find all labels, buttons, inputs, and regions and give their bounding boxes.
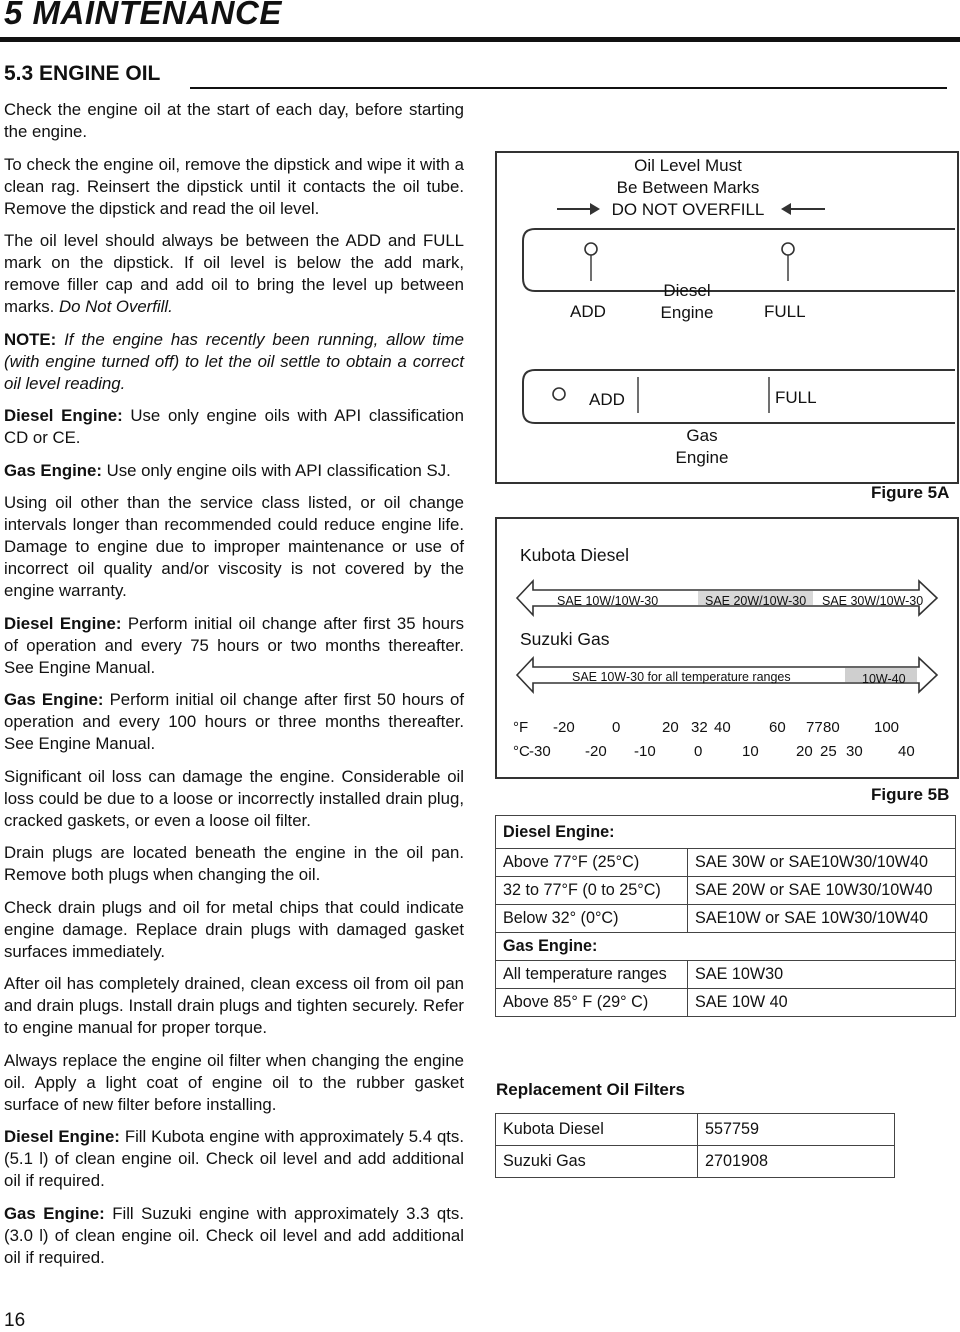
gas-add-label: ADD (589, 390, 625, 409)
c-tick: 20 (796, 743, 813, 760)
diesel-header-cell (496, 816, 956, 849)
diesel-add-label: ADD (570, 302, 606, 321)
paragraph: To check the engine oil, remove the dipstick and wipe it with a clean rag. Reinsert the dipstick until it contacts the oil tube. Remove the dipstick and read the oil level. (4, 154, 464, 218)
table-row (496, 877, 956, 905)
gas-full-label: FULL (775, 388, 817, 407)
warning-line-1: Oil Level Must (634, 156, 742, 175)
gas-label-line-1: Gas (686, 426, 718, 445)
paragraph-text: Fill Kubota engine with approximately 5.4 qts. (5.1 l) of clean engine oil. Check oil level and add additional oil if required. (4, 1127, 464, 1190)
paragraph-label: Gas Engine: (4, 690, 104, 709)
c-tick: 25 (820, 743, 837, 760)
paragraph (4, 405, 464, 449)
c-tick: -10 (634, 743, 656, 760)
table-row (496, 816, 956, 849)
table-cell: Below 32° (0°C) (496, 905, 688, 933)
paragraph-text: The oil level should always be between the ADD and FULL mark on the dipstick. If oil level is below the add mark, remove filler cap and add oil to bring the level up between marks. (4, 231, 464, 316)
table-cell: Above 77°F (25°C) (496, 849, 688, 877)
table-cell: Above 85° F (29° C) (496, 989, 688, 1017)
f-tick: 32 (691, 719, 708, 736)
chapter-rule (0, 37, 960, 42)
gas-label-line-2: Engine (675, 448, 729, 467)
paragraph: Drain plugs are located beneath the engine in the oil pan. Remove both plugs when changing the oil. (4, 843, 464, 884)
paragraph-label: Diesel Engine: (4, 613, 122, 633)
figure-5b-caption: Figure 5B (871, 785, 950, 804)
c-tick: -30 (529, 743, 551, 760)
chapter-title: 5 MAINTENANCE (4, 0, 282, 31)
paragraph (4, 230, 464, 318)
paragraph (4, 689, 464, 755)
f-tick: 60 (769, 719, 786, 736)
c-tick: 30 (846, 743, 863, 760)
filter-table (495, 1113, 895, 1178)
table-row (496, 961, 956, 989)
table-row (496, 1114, 895, 1146)
oil-recommendation-table (495, 815, 956, 1017)
c-tick: 0 (694, 743, 703, 760)
f-tick: 77 (806, 719, 823, 736)
paragraph: Check drain plugs and oil for metal chips that could indicate engine damage. Replace drain plugs with damaged gasket surfaces immediately. (4, 897, 464, 961)
f-tick: 80 (823, 719, 840, 736)
warning-line-3: DO NOT OVERFILL (611, 200, 765, 219)
table-cell: All temperature ranges (496, 961, 688, 989)
paragraph-label: Gas Engine: (4, 460, 102, 480)
table-cell: SAE10W or SAE 10W30/10W40 (688, 905, 956, 933)
table-cell: 32 to 77°F (0 to 25°C) (496, 877, 688, 905)
warning-text (588, 155, 788, 221)
diesel-engine-label (646, 280, 728, 324)
paragraph: After oil has completely drained, clean excess oil from oil pan and drain plugs. Install drain plugs and tighten securely. Refer to engine manual for proper torque. (4, 974, 464, 1037)
note (4, 329, 464, 395)
table-cell: SAE 10W30 (688, 961, 956, 989)
diesel-label-line-1: Diesel (663, 281, 711, 300)
kubota-range-1: SAE 10W/10W-30 (557, 594, 659, 608)
figure-5a-caption: Figure 5A (871, 483, 950, 502)
table-row (496, 1146, 895, 1178)
paragraph: Check the engine oil at the start of each day, before starting the engine. (4, 100, 464, 141)
c-tick: -20 (585, 743, 607, 760)
suzuki-range-2: 10W-40 (862, 672, 906, 686)
overfill-warning: Do Not Overfill. (59, 297, 173, 316)
gas-header: Gas Engine: (503, 937, 598, 955)
section-rule (190, 87, 947, 89)
paragraph-text: Perform initial oil change after first 50 hours of operation and every 100 hours or three months thereafter. See Engine Manual. (4, 690, 464, 753)
paragraph-text: Use only engine oils with API classification SJ. (106, 460, 451, 480)
suzuki-range-1: SAE 10W-30 for all temperature ranges (572, 670, 791, 684)
paragraph-label: Diesel Engine: (4, 1127, 120, 1146)
warning-line-2: Be Between Marks (616, 178, 760, 197)
gas-header-cell (496, 933, 956, 961)
note-text: If the engine has recently been running, allow time (with engine turned off) to let the oil settle to obtain a correct oil level reading. (4, 329, 464, 393)
paragraph (4, 460, 464, 482)
c-tick: 40 (898, 743, 915, 760)
body-text (4, 99, 464, 1279)
f-tick: 20 (662, 719, 679, 736)
gas-dipstick-outline (523, 370, 955, 423)
table-cell: Kubota Diesel (496, 1114, 698, 1146)
f-tick: 40 (714, 719, 731, 736)
table-cell: SAE 20W or SAE 10W30/10W40 (688, 877, 956, 905)
diesel-full-label: FULL (764, 302, 806, 321)
gas-engine-label (662, 425, 742, 469)
note-label: NOTE: (4, 329, 57, 349)
paragraph-label: Gas Engine: (4, 1203, 105, 1223)
kubota-label: Kubota Diesel (520, 545, 629, 565)
f-tick: -20 (553, 719, 575, 736)
f-tick: 100 (874, 719, 900, 736)
kubota-range-2: SAE 20W/10W-30 (705, 594, 807, 608)
table-cell: 557759 (698, 1114, 895, 1146)
c-tick: 10 (742, 743, 759, 760)
table-row (496, 933, 956, 961)
table-cell: SAE 10W 40 (688, 989, 956, 1017)
f-tick: 0 (612, 719, 621, 736)
diesel-label-line-2: Engine (660, 303, 714, 322)
paragraph-text: Perform initial oil change after first 35 hours of operation and every 75 hours or two months thereafter. See Engine Manual. (4, 613, 464, 677)
table-cell: SAE 30W or SAE10W30/10W40 (688, 849, 956, 877)
paragraph-text: Use only engine oils with API classification CD or CE. (4, 406, 464, 447)
suzuki-label: Suzuki Gas (520, 629, 610, 649)
diesel-dipstick-outline (523, 229, 955, 291)
celsius-label: °C (513, 743, 530, 760)
paragraph: Using oil other than the service class listed, or oil change intervals longer than recommended could reduce engine life. Damage to engine due to improper maintenance or use of incorrect oil quality and/or viscosity is not covered by the engine warranty. (4, 493, 464, 600)
table-row (496, 989, 956, 1017)
filter-table-title: Replacement Oil Filters (496, 1080, 685, 1099)
paragraph-label: Diesel Engine: (4, 406, 123, 425)
fahrenheit-label: °F (513, 719, 529, 736)
diesel-header: Diesel Engine: (503, 823, 615, 841)
paragraph (4, 613, 464, 679)
page-number: 16 (4, 1310, 26, 1331)
diesel-full-hole (782, 243, 794, 255)
paragraph (4, 1126, 464, 1192)
table-row (496, 905, 956, 933)
table-row (496, 849, 956, 877)
paragraph (4, 1203, 464, 1269)
table-cell: 2701908 (698, 1146, 895, 1178)
section-title: 5.3 ENGINE OIL (4, 62, 161, 85)
paragraph-text: Fill Suzuki engine with approximately 3.3 qts. (3.0 l) of clean engine oil. Check oil level and add additional oil if required. (4, 1203, 464, 1267)
paragraph: Significant oil loss can damage the engine. Considerable oil loss could be due to a loose or incorrectly installed drain plug, cracked gaskets, or even a loose oil filter. (4, 766, 464, 830)
paragraph: Always replace the engine oil filter when changing the engine oil. Apply a light coat of engine oil to the rubber gasket surface of new filter before installing. (4, 1050, 464, 1114)
table-cell: Suzuki Gas (496, 1146, 698, 1178)
kubota-range-3: SAE 30W/10W-30 (822, 594, 924, 608)
diesel-add-hole (585, 243, 597, 255)
gas-dipstick-hole (553, 388, 565, 400)
